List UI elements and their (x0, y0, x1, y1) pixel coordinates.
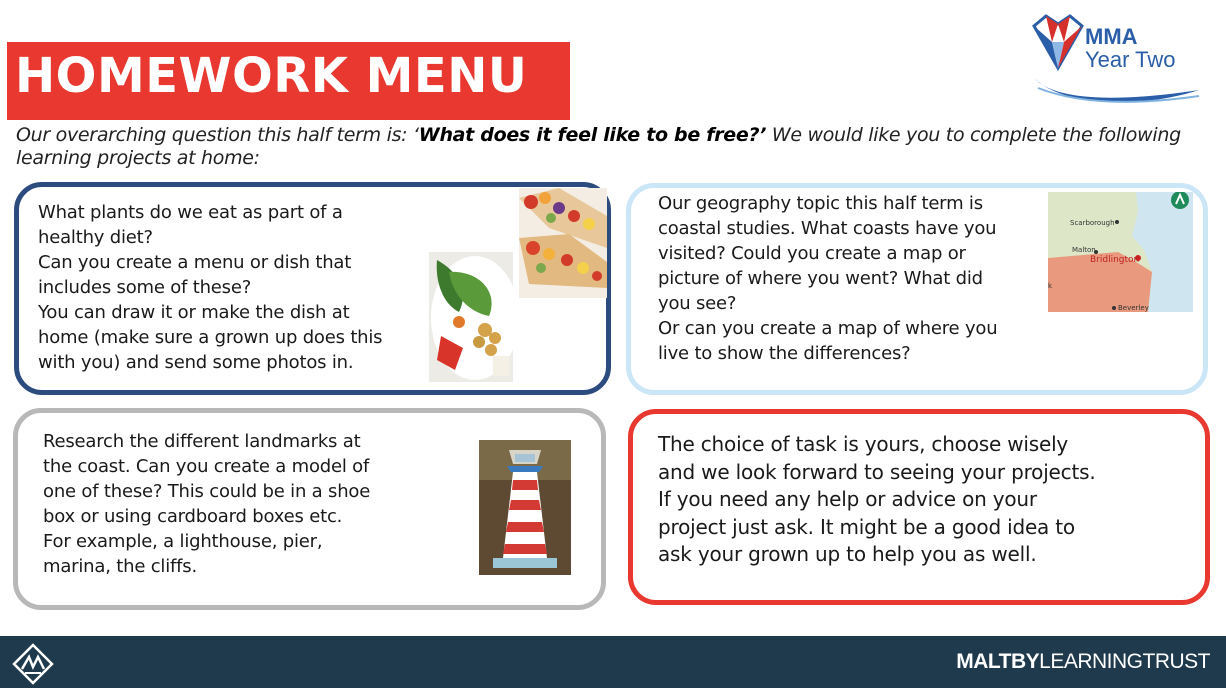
card-line: visited? Could you create a map or (658, 243, 966, 264)
card-line: you see? (658, 293, 737, 314)
intro-prefix: Our overarching question this half term is: ‘ (16, 124, 419, 146)
task-card-landmarks-text (43, 429, 463, 579)
footer-brand-regular: LEARNINGTRUST (1039, 650, 1210, 673)
coast-map-image (1048, 192, 1193, 312)
page-title: HOMEWORK MENU (15, 48, 528, 104)
intro-suffix: We would like you to complete the following learning projects at home: (16, 124, 1181, 169)
logo-title: MMA (1085, 24, 1138, 49)
card-line: What plants do we eat as part of a (38, 202, 343, 223)
map-label: Beverley (1118, 304, 1149, 312)
map-label: k (1048, 282, 1053, 290)
card-line: The choice of task is yours, choose wisely (658, 432, 1069, 456)
card-line: coastal studies. What coasts have you (658, 218, 997, 239)
map-label: Malton (1072, 246, 1096, 254)
card-line: marina, the cliffs. (43, 556, 197, 577)
card-line: the coast. Can you create a model of (43, 456, 370, 477)
card-line: For example, a lighthouse, pier, (43, 531, 323, 552)
card-line: Our geography topic this half term is (658, 193, 983, 214)
card-line: Or can you create a map of where you (658, 318, 998, 339)
card-line: one of these? This could be in a shoe (43, 481, 371, 502)
task-card-healthy-diet-text (38, 200, 433, 375)
card-line: You can draw it or make the dish at (38, 302, 350, 323)
card-line: home (make sure a grown up does this (38, 327, 383, 348)
task-card-geography-text (658, 191, 1058, 366)
card-line: project just ask. It might be a good idea to (658, 514, 1075, 539)
task-card-choice-text (658, 431, 1183, 569)
card-line: box or using cardboard boxes etc. (43, 506, 343, 527)
footer-brand (956, 650, 1210, 674)
map-label: Bridlington (1090, 255, 1140, 265)
vegetable-pizza-photo (519, 188, 607, 298)
card-line: ask your grown up to help you as well. (658, 542, 1037, 566)
card-line: includes some of these? (38, 277, 252, 298)
footer-brand-bold: MALTBY (956, 650, 1040, 673)
logo-subtitle: Year Two (1085, 47, 1176, 72)
intro-question: What does it feel like to be free?’ (418, 124, 767, 146)
card-line: live to show the differences? (658, 343, 911, 364)
card-line: and we look forward to seeing your projects. (658, 459, 1096, 484)
map-label: Scarborough (1070, 219, 1115, 227)
card-line: If you need any help or advice on your (658, 487, 1037, 511)
card-line: with you) and send some photos in. (38, 352, 354, 373)
maltby-trust-logo-icon (12, 643, 54, 685)
model-lighthouse-photo (479, 440, 571, 575)
salad-bowl-photo (429, 252, 513, 382)
card-line: Research the different landmarks at (43, 431, 361, 452)
intro-text (16, 124, 1211, 170)
card-line: picture of where you went? What did (658, 268, 983, 289)
card-line: healthy diet? (38, 227, 153, 248)
card-line: Can you create a menu or dish that (38, 252, 352, 273)
